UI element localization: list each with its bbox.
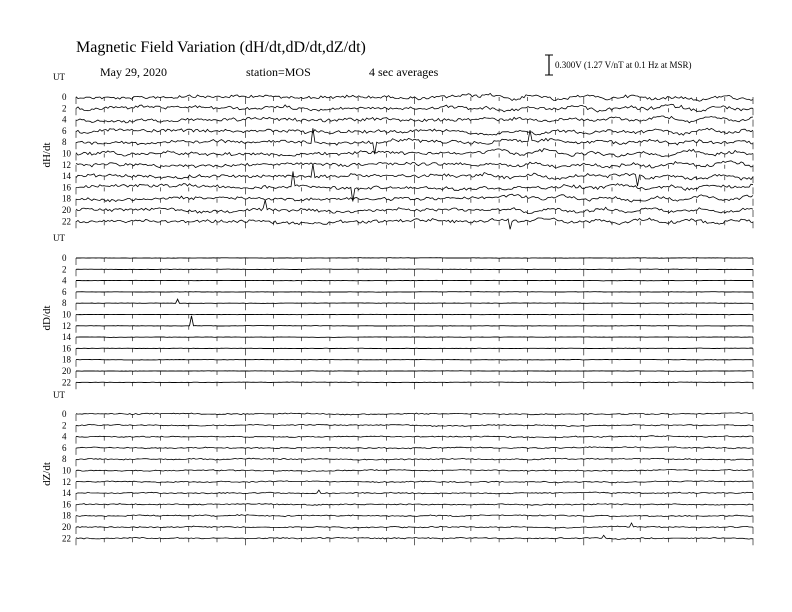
chart-title: Magnetic Field Variation (dH/dt,dD/dt,dZ/dt) [76,39,366,56]
trace-14ut [76,490,753,494]
hour-ticks [76,448,753,455]
row-label-20ut: 20 [62,366,71,376]
hour-ticks [76,154,753,161]
hour-ticks [76,371,753,378]
trace-16ut [76,348,753,349]
row-label-22ut: 22 [62,216,71,227]
y-axis-label: dZ/dt [41,462,53,486]
hour-ticks [76,382,753,389]
hour-ticks [76,414,753,421]
hour-ticks [76,348,753,355]
row-label-4ut: 4 [62,275,67,286]
row-label-22ut: 22 [62,533,71,544]
ut-label: UT [53,72,65,82]
row-label-8ut: 8 [62,298,67,309]
scale-bar-label: 0.300V (1.27 V/nT at 0.1 Hz at MSR) [555,60,692,70]
row-label-4ut: 4 [62,114,67,125]
trace-20ut [76,523,753,528]
row-label-18ut: 18 [62,193,71,204]
hour-ticks [76,292,753,299]
hour-ticks [76,303,753,310]
row-label-16ut: 16 [62,499,71,510]
hour-ticks [76,337,753,344]
row-label-10ut: 10 [62,465,71,476]
averaging-label: 4 sec averages [369,65,439,79]
hour-ticks [76,527,753,534]
trace-2ut [76,269,753,270]
row-label-4ut: 4 [62,431,67,442]
trace-18ut [76,515,753,517]
row-label-2ut: 2 [62,103,67,114]
panel-dH-dt [41,72,753,229]
row-label-6ut: 6 [62,286,67,297]
date-label: May 29, 2020 [100,65,167,79]
hour-ticks [76,493,753,500]
trace-10ut [76,314,753,315]
ut-label: UT [53,233,65,243]
row-label-8ut: 8 [62,454,67,465]
row-label-0ut: 0 [62,409,67,419]
hour-ticks [76,360,753,367]
trace-8ut [76,299,753,303]
row-label-18ut: 18 [62,354,71,365]
row-label-14ut: 14 [62,171,71,182]
hour-ticks [76,437,753,444]
hour-ticks [76,425,753,432]
trace-22ut [76,382,753,383]
panel-dD-dt [41,233,753,389]
row-label-2ut: 2 [62,420,67,431]
row-label-12ut: 12 [62,320,71,331]
trace-14ut [76,337,753,338]
hour-ticks [76,482,753,489]
hour-ticks [76,315,753,322]
row-label-0ut: 0 [62,253,67,263]
hour-ticks [76,281,753,288]
row-label-16ut: 16 [62,343,71,354]
hour-ticks [76,326,753,333]
panel-dZ-dt [41,390,753,545]
row-label-12ut: 12 [62,476,71,487]
row-label-22ut: 22 [62,377,71,388]
y-axis-label: dH/dt [41,142,53,168]
row-label-16ut: 16 [62,182,71,193]
row-label-0ut: 0 [62,92,67,102]
trace-6ut [76,292,753,293]
row-label-2ut: 2 [62,264,67,275]
hour-ticks [76,471,753,478]
hour-ticks [76,504,753,511]
row-label-6ut: 6 [62,442,67,453]
row-label-10ut: 10 [62,148,71,159]
row-label-14ut: 14 [62,488,71,499]
y-axis-label: dD/dt [41,305,53,331]
hour-ticks [76,459,753,466]
row-label-20ut: 20 [62,522,71,532]
row-label-8ut: 8 [62,137,67,148]
hour-ticks [76,269,753,276]
row-label-10ut: 10 [62,309,71,320]
row-label-6ut: 6 [62,125,67,136]
row-label-12ut: 12 [62,159,71,170]
trace-4ut [76,280,753,281]
row-label-20ut: 20 [62,205,71,215]
station-label: station=MOS [246,65,311,79]
hour-ticks [76,258,753,265]
ut-label: UT [53,390,65,400]
row-label-14ut: 14 [62,332,71,343]
hour-ticks [76,538,753,545]
trace-18ut [76,360,753,361]
trace-20ut [76,371,753,372]
trace-0ut [76,258,753,259]
hour-ticks [76,516,753,523]
hour-ticks [76,131,753,138]
hour-ticks [76,142,753,149]
scale-bar [545,55,553,75]
row-label-18ut: 18 [62,510,71,521]
